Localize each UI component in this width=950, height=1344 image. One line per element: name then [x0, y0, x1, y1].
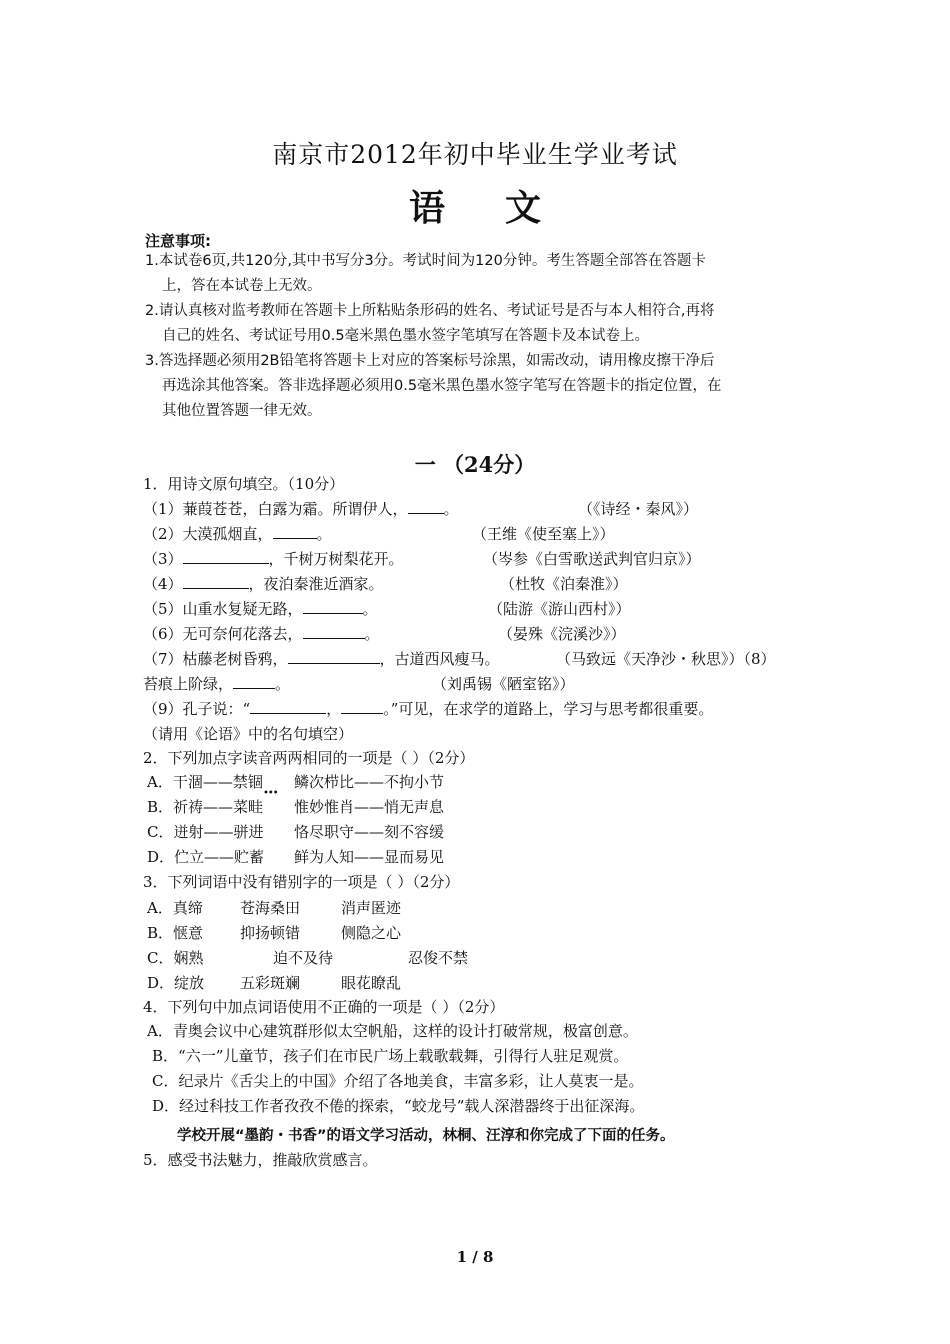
answer-blank[interactable] [303, 624, 365, 639]
answer-blank[interactable] [250, 699, 326, 714]
notice-line: 2.请认真核对监考教师在答题卡上所粘贴条形码的姓名、考试证号是否与本人相符合,再将 [145, 303, 715, 319]
answer-blank[interactable] [341, 699, 383, 714]
notice-line: 其他位置答题一律无效。 [162, 403, 322, 419]
q2-option-b-pair: 惟妙惟肖——悄无声息 [294, 798, 445, 816]
section-heading: 一 （24分） [414, 452, 536, 477]
item-text: （6）无可奈何花落去， [143, 625, 303, 643]
notice-line: 再选涂其他答案。答非选择题必须用0.5毫米黑色墨水签字笔写在答题卡的指定位置，在 [162, 378, 722, 394]
item-text: 。”可见，在求学的道路上，学习与思考都很重要。 [383, 700, 714, 718]
answer-blank[interactable] [273, 524, 317, 539]
q3-option-a: A．真缔 [147, 899, 203, 917]
q4-option-a: A．青奥会议中心建筑群形似太空帆船，这样的设计打破常规，极富创意。 [147, 1022, 638, 1040]
q2-stem: 2．下列加点字读音两两相同的一项是（ ）（2分） [143, 749, 475, 767]
item-text: 苔痕上阶绿， [143, 675, 234, 693]
q1-source-4: （杜牧《泊秦淮》） [500, 575, 628, 593]
q1-item-9-note: （请用《论语》中的名句填空） [143, 725, 354, 743]
q1-item-4 [143, 572, 384, 597]
q3-option-d-word3: 眼花瞭乱 [341, 974, 402, 992]
notice-line: 上，答在本试卷上无效。 [162, 278, 322, 294]
q3-stem: 3．下列词语中没有错别字的一项是（ ）（2分） [143, 873, 460, 891]
q3-option-d: D．绽放 [147, 974, 205, 992]
item-text: 。 [275, 675, 291, 693]
item-text: （2）大漠孤烟直， [143, 525, 273, 543]
q1-item-5 [143, 597, 378, 622]
q3-option-c: C．娴熟 [147, 949, 204, 967]
answer-blank[interactable] [303, 599, 363, 614]
q3-option-d-word2: 五彩斑斓 [240, 974, 301, 992]
item-text: （3） [143, 550, 183, 568]
item-text: ， [326, 700, 342, 718]
q1-item-7 [143, 647, 500, 672]
item-text: ，古道西风瘦马。 [379, 650, 500, 668]
q1-source-5: （陆游《游山西村》） [488, 600, 631, 618]
item-text: ，夜泊秦淮近酒家。 [248, 575, 384, 593]
q1-item-6 [143, 622, 380, 647]
q4-option-c: C．纪录片《舌尖上的中国》介绍了各地美食，丰富多彩，让人莫衷一是。 [152, 1072, 644, 1090]
q1-source-6: （晏殊《浣溪沙》） [498, 625, 626, 643]
notice-line: 自己的姓名、考试证号用0.5毫米黑色墨水签字笔填写在答题卡及本试卷上。 [162, 328, 650, 344]
emphasis-dots: ••• [263, 788, 278, 799]
q1-item-1 [143, 497, 459, 522]
q2-option-c-pair: 恪尽职守——刻不容缓 [294, 823, 445, 841]
page-number: 1 / 8 [456, 1248, 494, 1266]
q3-option-b-word3: 侧隐之心 [341, 924, 402, 942]
answer-blank[interactable] [408, 499, 444, 514]
q3-option-a-word2: 苍海桑田 [240, 899, 301, 917]
q3-option-b: B．惬意 [147, 924, 204, 942]
item-text: 。 [443, 500, 459, 518]
q1-source-7: （马致远《天净沙・秋思》）（8） [556, 650, 776, 668]
item-text: （1）蒹葭苍苍，白露为霜。所谓伊人， [143, 500, 408, 518]
answer-blank[interactable] [233, 674, 275, 689]
q2-option-a: A．干涸——禁锢 [147, 773, 263, 791]
answer-blank[interactable] [183, 574, 249, 589]
answer-blank[interactable] [288, 649, 380, 664]
q2-option-d: D．伫立——贮蓄 [147, 848, 265, 866]
q1-source-2: （王维《使至塞上》） [472, 525, 615, 543]
notice-heading: 注意事项: [145, 232, 211, 250]
q1-source-3: （岑参《白雪歌送武判官归京》） [483, 550, 701, 568]
q4-option-b: B．“六一”儿童节，孩子们在市民广场上载歌载舞，引得行人驻足观赏。 [152, 1047, 629, 1065]
item-text: ，千树万树梨花开。 [268, 550, 404, 568]
q2-option-a-pair: 鳞次栉比——不拘小节 [294, 773, 445, 791]
q1-item-8 [143, 672, 290, 697]
q1-source-1: （《诗经・秦风》） [578, 500, 699, 518]
q2-option-b: B．祈祷——菜畦 [147, 798, 264, 816]
q3-option-c-word2: 迫不及待 [273, 949, 334, 967]
answer-blank[interactable] [183, 549, 269, 564]
item-text: （4） [143, 575, 183, 593]
q1-item-9 [143, 697, 713, 722]
q5-stem: 5．感受书法魅力，推敲欣赏感言。 [143, 1151, 378, 1169]
subject-title: 语文 [408, 187, 601, 229]
q1-stem: 1．用诗文原句填空。（10分） [143, 475, 345, 493]
q2-option-d-pair: 鲜为人知——显而易见 [294, 848, 445, 866]
q3-option-b-word2: 抑扬顿错 [240, 924, 301, 942]
q2-option-c: C．迸射——骈进 [147, 823, 264, 841]
item-text: 。 [362, 600, 378, 618]
item-text: （7）枯藤老树昏鸦， [143, 650, 288, 668]
q4-stem: 4．下列句中加点词语使用不正确的一项是（ ）（2分） [143, 998, 505, 1016]
q3-option-c-word3: 忍俊不禁 [408, 949, 469, 967]
notice-line: 3.答选择题必须用2B铅笔将答题卡上对应的答案标号涂黑，如需改动，请用橡皮擦干净后 [145, 353, 715, 369]
notice-line: 1.本试卷6页,共120分,其中书写分3分。考试时间为120分钟。考生答题全部答在答题卡 [145, 253, 706, 269]
activity-intro: 学校开展“墨韵・书香”的语文学习活动，林桐、汪淳和你完成了下面的任务。 [177, 1128, 675, 1144]
item-text: 。 [364, 625, 380, 643]
q1-item-3 [143, 547, 404, 572]
q3-option-a-word3: 消声匿迹 [341, 899, 402, 917]
q1-source-8: （刘禹锡《陋室铭》） [432, 675, 575, 693]
q4-option-d: D．经过科技工作者孜孜不倦的探索，“蛟龙号”载人深潜器终于出征深海。 [152, 1097, 645, 1115]
exam-title: 南京市2012年初中毕业生学业考试 [272, 140, 678, 169]
item-text: （5）山重水复疑无路， [143, 600, 303, 618]
q1-item-2 [143, 522, 332, 547]
item-text: 。 [316, 525, 332, 543]
item-text: （9）孔子说：“ [143, 700, 251, 718]
